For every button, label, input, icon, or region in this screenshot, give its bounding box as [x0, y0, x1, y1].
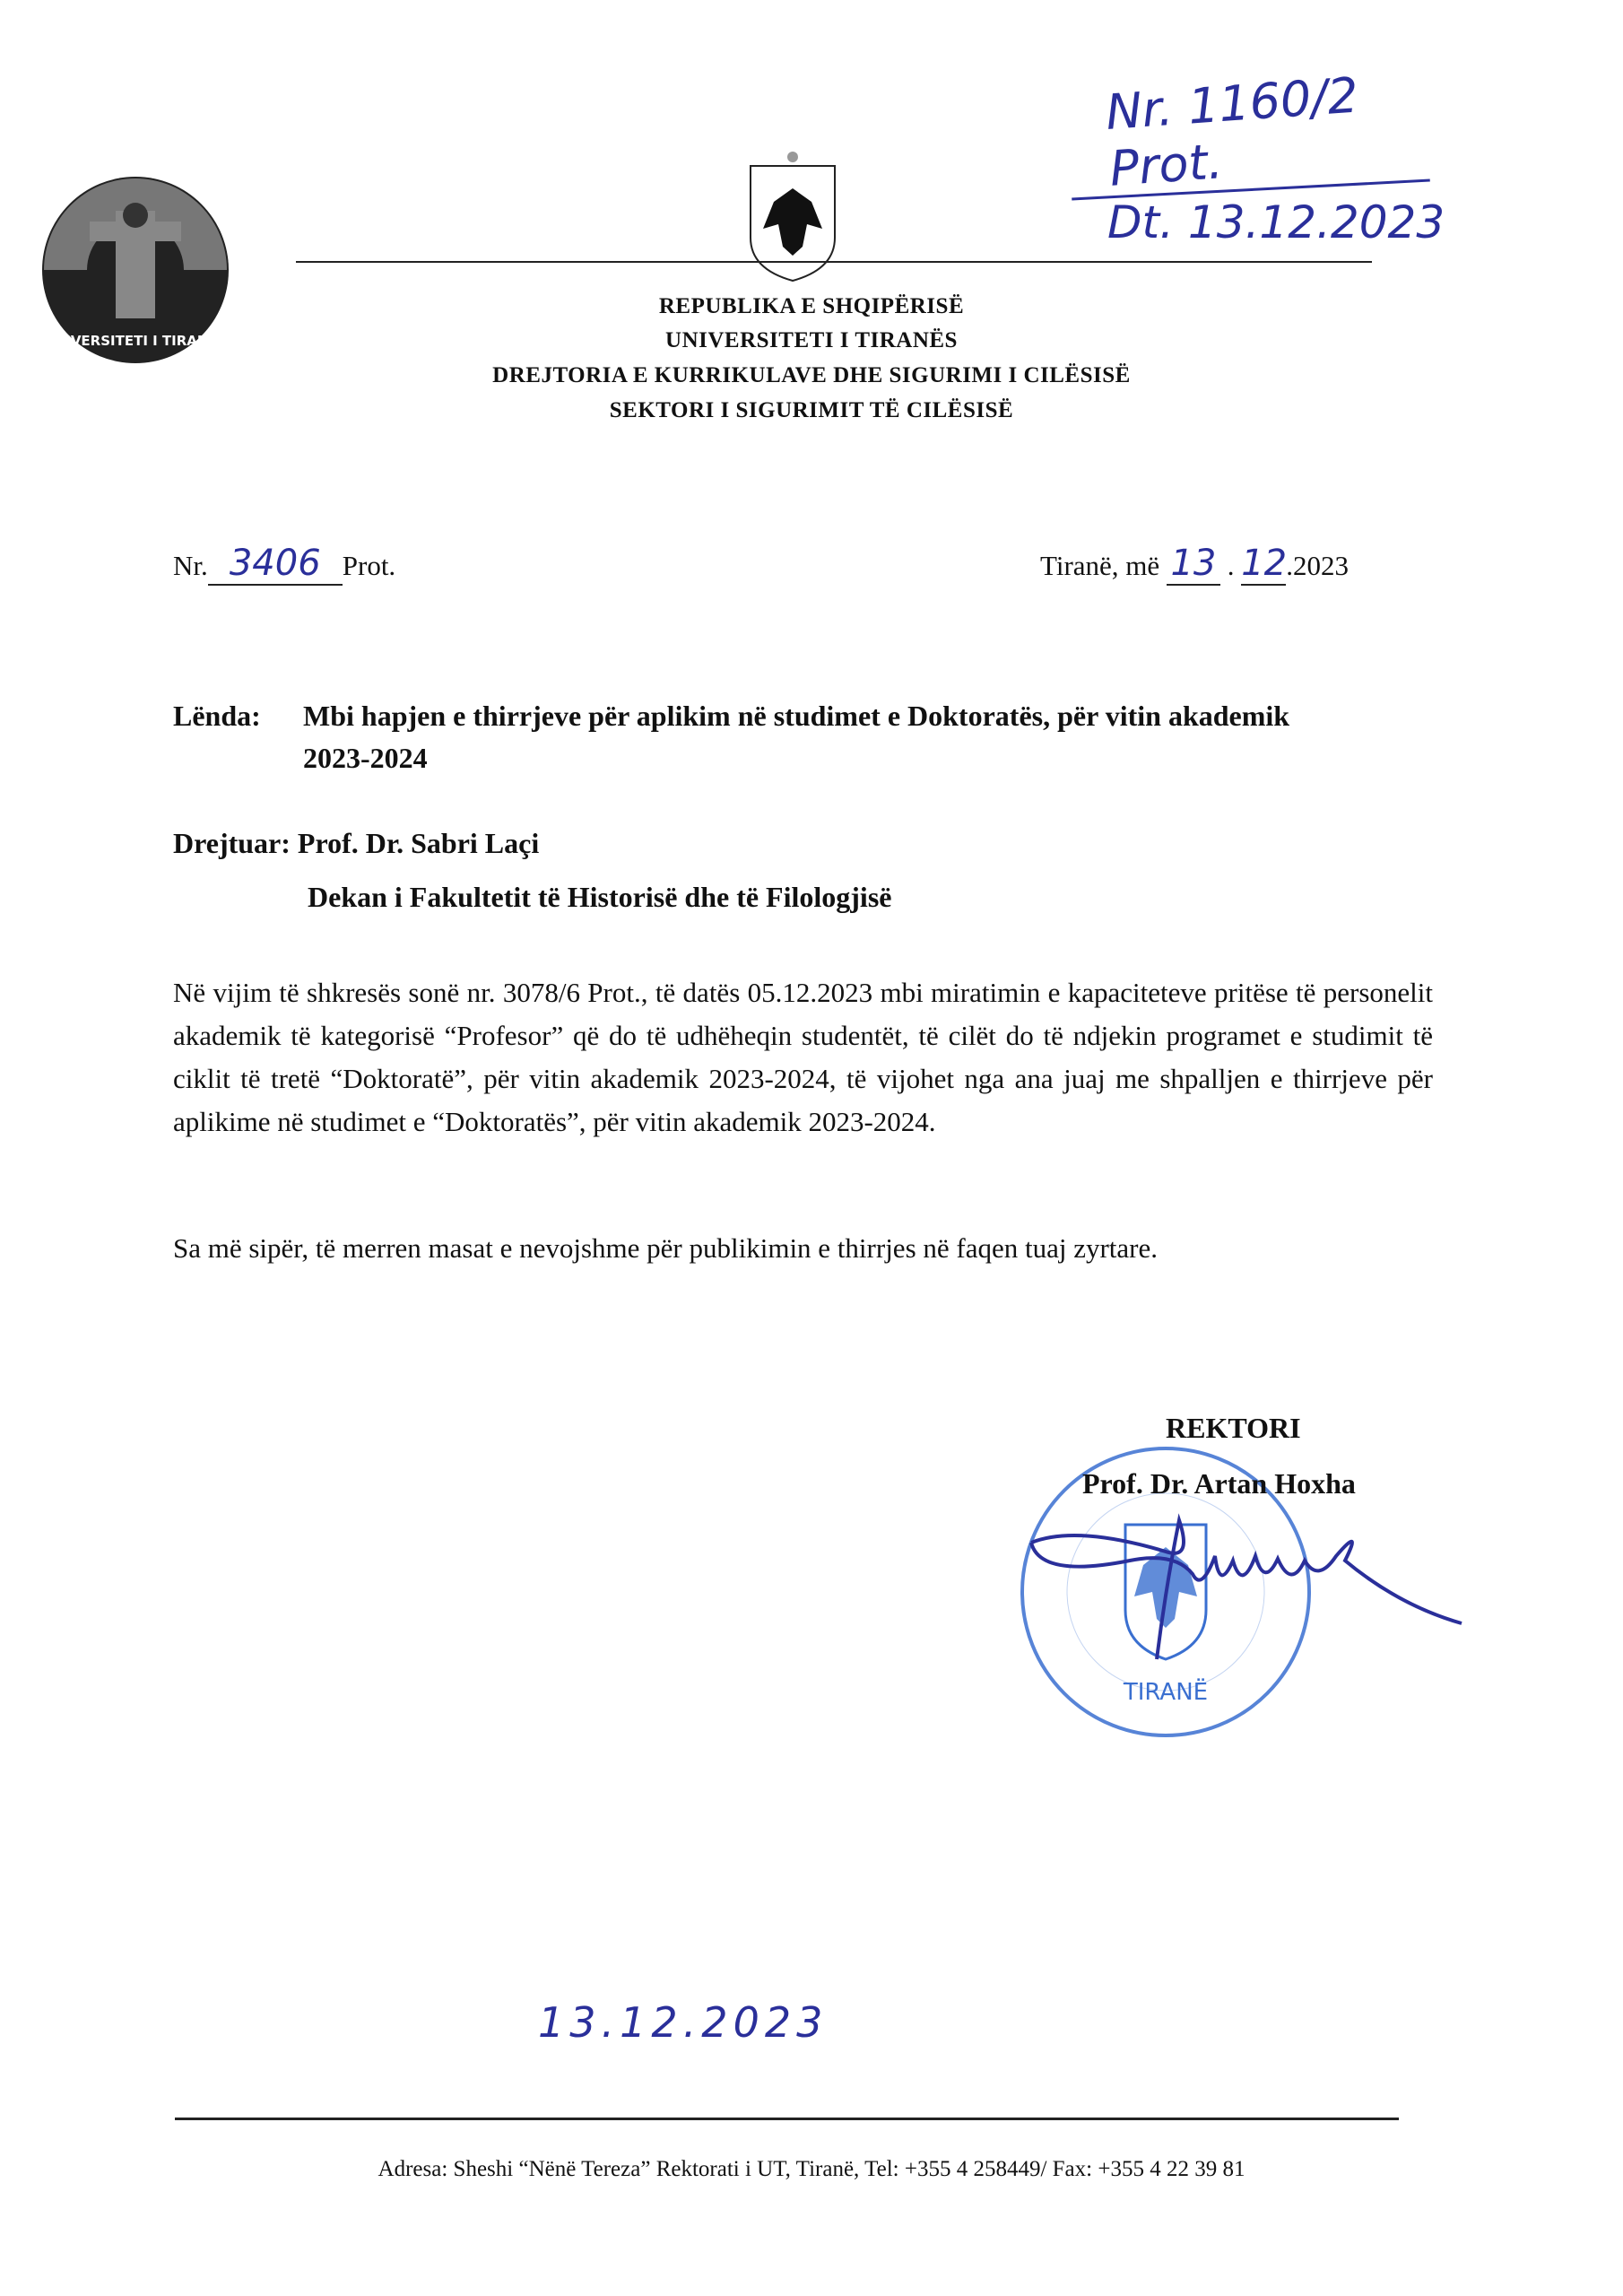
document-date: Tiranë, më 13 . 12.2023	[1040, 543, 1349, 584]
subject-label: Lënda:	[173, 700, 261, 732]
signatory-role: REKTORI	[1166, 1412, 1301, 1444]
addressee-name: Prof. Dr. Sabri Laçi	[297, 827, 540, 859]
addressee-label: Drejtuar:	[173, 827, 291, 859]
handwritten-signature	[1022, 1507, 1471, 1668]
handwritten-date: 13.12.2023	[538, 1998, 829, 2047]
subject-line-1: Mbi hapjen e thirrjeve për aplikim në studimet e Doktoratës, për vitin akademik	[303, 700, 1290, 732]
seal-city: TIRANË	[1123, 1679, 1209, 1706]
body-paragraph-2: Sa më sipër, të merren masat e nevojshme për publikimin e thirrjes në faqen tuaj zyrtare.	[173, 1232, 1159, 1264]
prot-label: Prot.	[342, 550, 396, 581]
addressee	[173, 827, 539, 860]
place-label: Tiranë, më	[1040, 550, 1160, 581]
registration-number: Nr. 1160/2 Prot.	[1104, 66, 1360, 197]
header-line-4: SEKTORI I SIGURIMIT TË CILËSISË	[609, 398, 1014, 422]
date-month: 12	[1241, 543, 1288, 584]
header-rule	[296, 261, 1372, 263]
nr-label: Nr.	[173, 550, 208, 581]
signatory-name: Prof. Dr. Artan Hoxha	[1082, 1467, 1356, 1500]
addressee-title: Dekan i Fakultetit të Historisë dhe të Filologjisë	[308, 881, 892, 913]
footer-rule	[175, 2118, 1399, 2120]
header-line-3: DREJTORIA E KURRIKULAVE DHE SIGURIMI I CILËSISË	[492, 363, 1131, 387]
subject-line-2: 2023-2024	[303, 742, 428, 774]
date-day: 13	[1167, 543, 1220, 586]
body-paragraph-1: Në vijim të shkresës sonë nr. 3078/6 Prot., të datës 05.12.2023 mbi miratimin e kapaciteteve pritëse të personelit akademik të kategorisë “Profesor” që do të udhëheqin studentët, të cilët do të ndjekin programet e studimit të ciklit të tretë “Doktoratë”, për vitin akademik 2023-2024, të vijohet nga ana juaj me shpalljen e thirrjeve për aplikime në studimet e “Doktoratës”, për vitin akademik 2023-2024.	[173, 977, 1433, 1137]
registration-stamp	[1104, 66, 1466, 248]
date-year: .2023	[1286, 550, 1349, 581]
protocol-number	[173, 543, 395, 586]
logo-text: UNIVERSITETI I TIRANËS	[43, 333, 228, 349]
header-line-2: UNIVERSITETI I TIRANËS	[665, 328, 958, 352]
header-line-1: REPUBLIKA E SHQIPËRISË	[658, 294, 965, 318]
registration-date: Dt. 13.12.2023	[1107, 196, 1445, 248]
nr-value: 3406	[208, 543, 343, 586]
footer-address: Adresa: Sheshi “Nënë Tereza” Rektorati i UT, Tiranë, Tel: +355 4 258449/ Fax: +355 4 22 39 81	[378, 2157, 1245, 2181]
